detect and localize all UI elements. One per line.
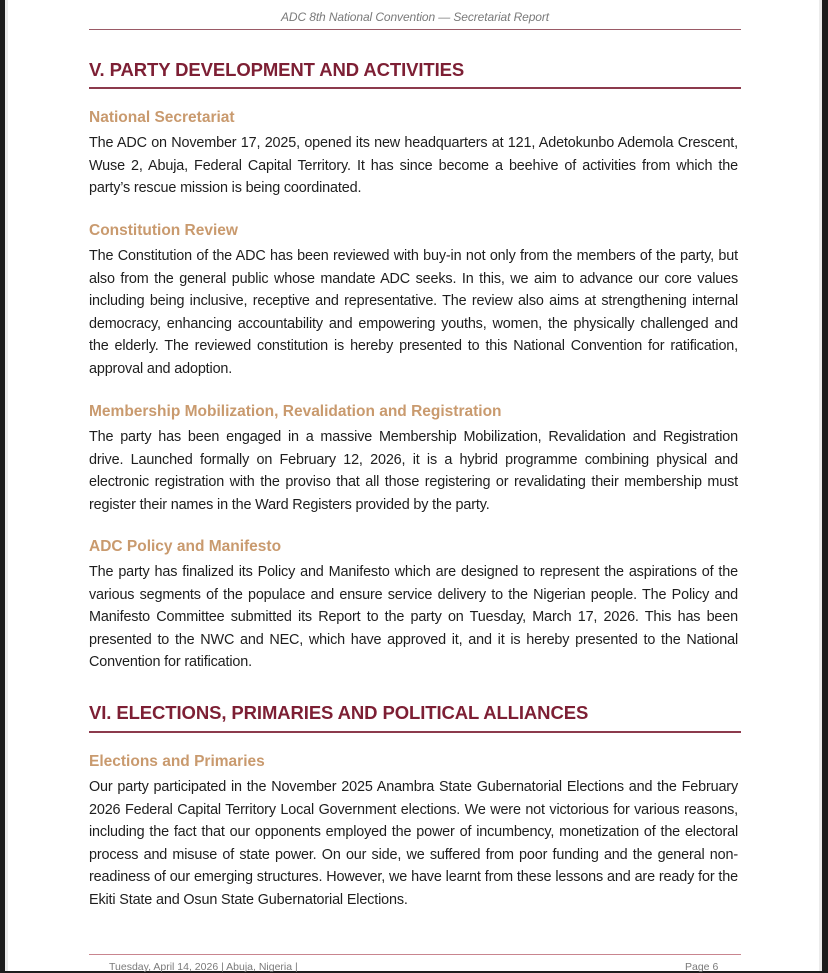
subheading-constitution-review: Constitution Review <box>89 222 238 239</box>
paragraph-membership-mobilization: The party has been engaged in a massive Membership Mobilization, Revalidation and Registration drive. Launched formally on February 12, 2026, it is a hybrid programme combining physical and electronic registration with the proviso that all those registering or revalidating their membership must register their names in the Ward Registers provided by the party. <box>89 429 738 513</box>
subheading-policy-manifesto: ADC Policy and Manifesto <box>89 538 282 555</box>
paragraph-constitution-review: The Constitution of the ADC has been reviewed with buy-in not only from the members of the party, but also from the general public whose mandate ADC seeks. In this, we aim to advance our core values including being inclusive, receptive and representative. The review also aims at strengthening internal democracy, enhancing accountability and empowering youths, women, the physically challenged and the elderly. The reviewed constitution is hereby presented to this National Convention for ratification, approval and adoption. <box>89 248 738 377</box>
paragraph-national-secretariat: The ADC on November 17, 2025, opened its new headquarters at 121, Adetokunbo Ademola Crescent, Wuse 2, Abuja, Federal Capital Territory. It has since become a beehive of activities from which the party’s rescue mission is being coordinated. <box>89 135 738 197</box>
paragraph-policy-manifesto: The party has finalized its Policy and Manifesto which are designed to represent the aspirations of the various segments of the populace and ensure service delivery to the Nigerian people. The Policy and Manifesto Committee submitted its Report to the party on Tuesday, March 17, 2026. This has been presented to the NWC and NEC, which have approved it, and it is hereby presented to the National Convention for ratification. <box>89 564 738 671</box>
subheading-elections-primaries: Elections and Primaries <box>89 753 265 770</box>
subheading-national-secretariat: National Secretariat <box>89 109 235 126</box>
section-heading-party-development: V. PARTY DEVELOPMENT AND ACTIVITIES <box>89 59 465 80</box>
section-heading-elections: VI. ELECTIONS, PRIMARIES AND POLITICAL ALLIANCES <box>89 702 589 723</box>
viewer-right-edge <box>819 0 822 971</box>
header-divider <box>89 29 741 30</box>
running-header: ADC 8th National Convention — Secretariat Report <box>280 10 549 24</box>
section-divider <box>89 731 741 733</box>
document-page <box>8 0 819 971</box>
section-divider <box>89 87 741 89</box>
subheading-membership-mobilization: Membership Mobilization, Revalidation and Registration <box>89 403 502 420</box>
footer-date-location: Tuesday, April 14, 2026 | Abuja, Nigeria | <box>109 961 298 973</box>
footer-divider <box>89 954 741 955</box>
paragraph-elections-primaries: Our party participated in the November 2025 Anambra State Gubernatorial Elections and the February 2026 Federal Capital Territory Local Government elections. We were not victorious for various reasons, including the fact that our opponents employed the power of incumbency, monetization of the electoral process and misuse of state power. On our side, we suffered from poor funding and the general non-readiness of our emerging structures. However, we have learnt from these lessons and are ready for the Ekiti State and Osun State Gubernatorial Elections. <box>89 779 738 908</box>
page-number: Page 6 <box>685 961 719 973</box>
